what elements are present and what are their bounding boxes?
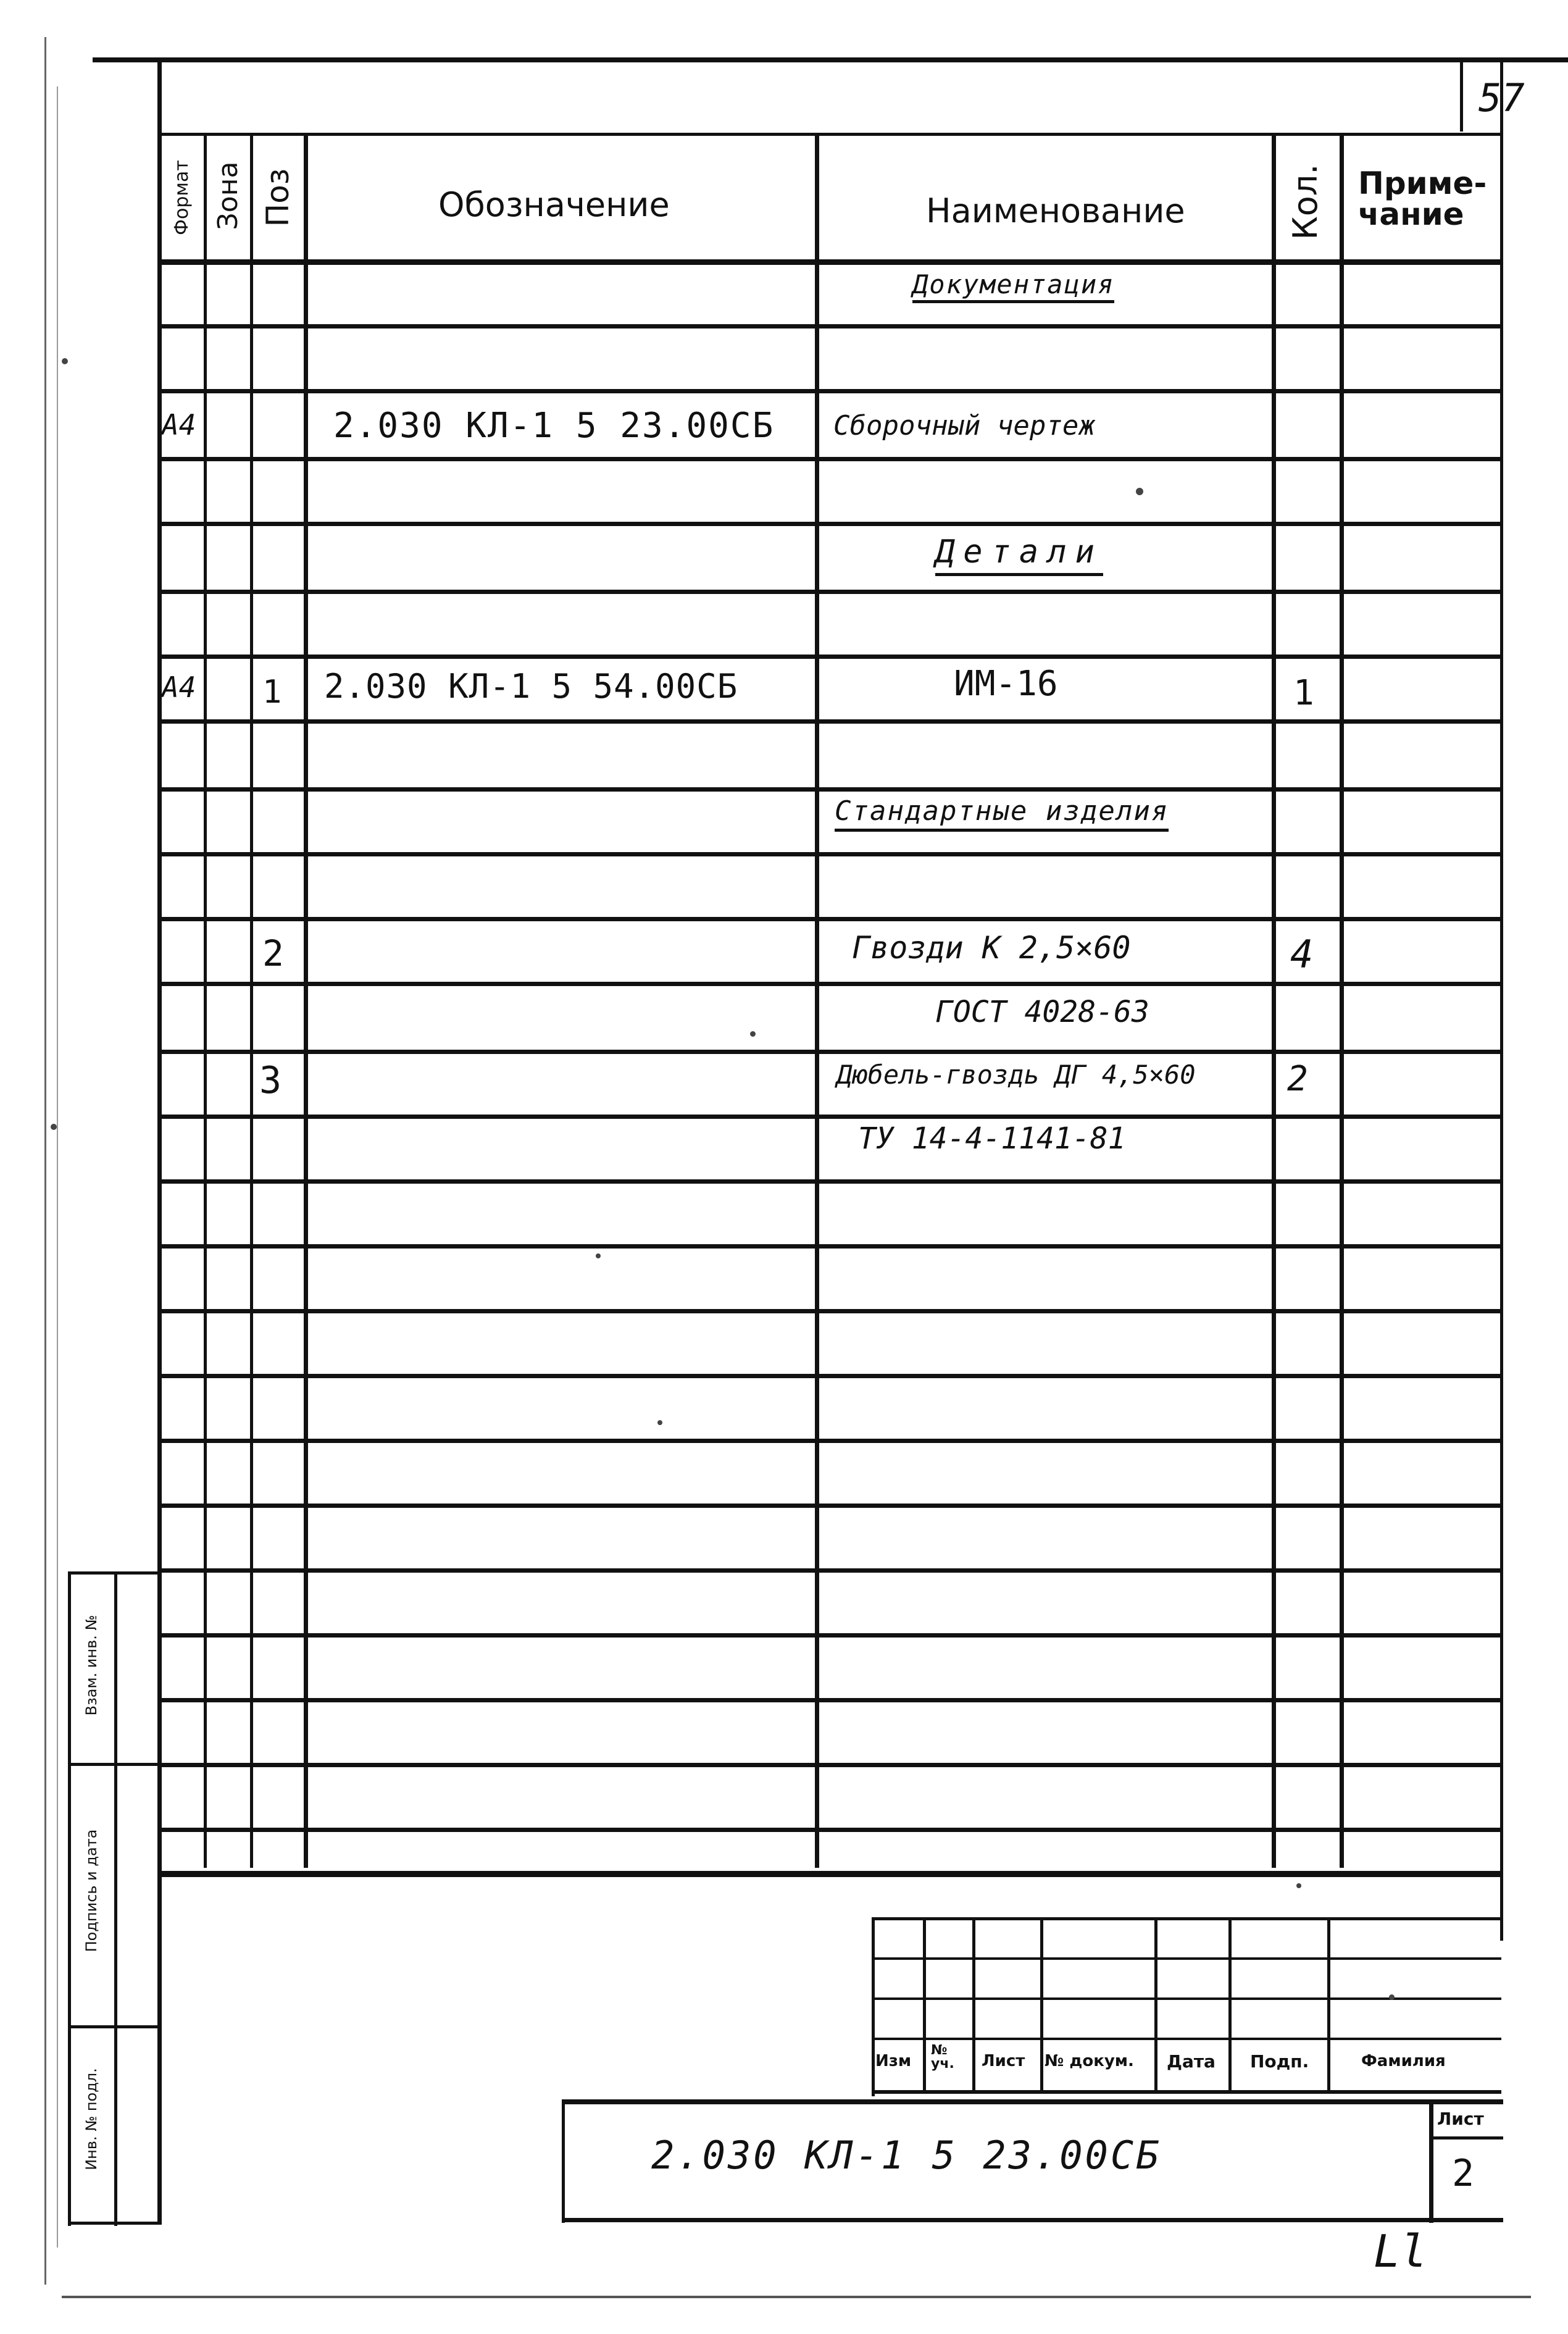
tb-col	[1154, 1917, 1157, 2093]
top-border	[93, 57, 1568, 62]
row-det-name: ИМ-16	[954, 664, 1058, 704]
row-doc-designation: 2.030 КЛ-1 5 23.00СБ	[333, 406, 775, 446]
row-std2-pos: 3	[259, 1059, 282, 1102]
footer-scribble: Ll	[1374, 2225, 1427, 2277]
row-line	[157, 1568, 1503, 1573]
side-label-inv: Инв. № подл.	[83, 2068, 100, 2170]
tb-col-ndok: № докум.	[1045, 2052, 1134, 2070]
scan-speck	[657, 1420, 662, 1425]
tb-col-list: Лист	[982, 2052, 1025, 2070]
side-strip-left	[68, 1571, 71, 2226]
tb-designation-left	[562, 2099, 565, 2223]
row-std1-qty: 4	[1290, 932, 1314, 977]
scan-speck	[1136, 488, 1143, 495]
scan-speck	[750, 1031, 756, 1037]
tb-col-izm: Изм	[875, 2052, 912, 2070]
row-line	[157, 655, 1503, 659]
row-line	[157, 1504, 1503, 1508]
tb-designation: 2.030 КЛ-1 5 23.00СБ	[651, 2133, 1162, 2178]
row-line	[157, 1763, 1503, 1767]
row-line	[157, 917, 1503, 921]
row-line	[157, 1244, 1503, 1249]
row-std2-name-line2: ТУ 14-4-1141-81	[858, 1121, 1126, 1156]
row-line	[157, 1179, 1503, 1184]
row-line	[157, 1309, 1503, 1313]
row-line	[157, 590, 1503, 594]
title-block-small-top	[872, 1917, 1501, 1920]
scan-speck	[51, 1124, 57, 1130]
tb-col-podp: Подп.	[1250, 2051, 1309, 2072]
section-documentation: Документация	[912, 272, 1114, 303]
row-line	[157, 1050, 1503, 1054]
tb-col	[1327, 1917, 1330, 2093]
scan-speck	[1296, 1883, 1301, 1888]
row-det-designation: 2.030 КЛ-1 5 54.00СБ	[324, 667, 738, 706]
header-zone: Зона	[212, 161, 244, 230]
tb-col	[972, 1917, 975, 2093]
row-line	[157, 522, 1503, 526]
tb-col-data: Дата	[1167, 2051, 1216, 2072]
row-det-qty: 1	[1293, 673, 1314, 713]
sheet-number: 57	[1478, 75, 1525, 120]
scan-speck	[1389, 1994, 1395, 2000]
row-std2-qty: 2	[1287, 1059, 1308, 1099]
side-strip-sep-2	[68, 2025, 159, 2028]
tb-designation-bottom	[562, 2218, 1503, 2222]
side-label-vzam: Взам. инв. №	[83, 1615, 100, 1716]
row-line	[157, 1374, 1503, 1378]
header-qty: Кол.	[1286, 164, 1325, 240]
row-doc-format: А4	[162, 408, 196, 441]
row-std2-name-line1: Дюбель-гвоздь ДГ 4,5×60	[836, 1060, 1196, 1090]
tb-col	[1228, 1917, 1232, 2093]
header-note: Приме- чание	[1358, 165, 1487, 232]
scan-edge-line-2	[57, 86, 58, 2248]
row-line	[157, 1115, 1503, 1119]
bottom-edge-line	[62, 2296, 1531, 2298]
row-line	[157, 1439, 1503, 1443]
header-format: Формат	[171, 160, 193, 235]
side-strip-mid	[114, 1571, 117, 2226]
row-line	[157, 324, 1503, 328]
title-block-row	[872, 1997, 1501, 2000]
side-strip-top	[68, 1571, 159, 1575]
tb-col-fam: Фамилия	[1361, 2052, 1446, 2070]
header-top-line	[157, 133, 1503, 136]
left-border	[157, 57, 162, 2225]
side-strip-sep-1	[68, 1763, 159, 1766]
header-designation: Обозначение	[438, 185, 670, 224]
section-details: Детали	[935, 536, 1103, 576]
title-block-top	[157, 1874, 1503, 1877]
scan-speck	[596, 1253, 601, 1258]
row-det-format: А4	[162, 671, 196, 704]
row-doc-name: Сборочный чертеж	[833, 410, 1095, 441]
row-line	[157, 457, 1503, 461]
title-block-left	[872, 1917, 875, 2096]
row-line	[157, 1633, 1503, 1638]
tb-list-sep	[1432, 2136, 1503, 2140]
row-line	[157, 982, 1503, 986]
row-line	[157, 1698, 1503, 1702]
tb-col-nuch: № уч.	[931, 2043, 954, 2072]
side-label-podpis: Подпись и дата	[83, 1829, 100, 1952]
row-line	[157, 787, 1503, 792]
tb-list-label: Лист	[1437, 2109, 1484, 2129]
side-strip-bottom	[68, 2222, 159, 2225]
title-block-row	[872, 2038, 1501, 2040]
tb-col	[923, 1917, 926, 2093]
row-line	[157, 389, 1503, 393]
tb-col	[1040, 1917, 1043, 2093]
row-std1-name-line2: ГОСТ 4028-63	[935, 995, 1149, 1029]
row-std1-pos: 2	[262, 932, 284, 974]
title-block-row	[872, 1957, 1501, 1960]
row-line	[157, 719, 1503, 724]
header-name: Наименование	[926, 191, 1185, 230]
section-standard: Стандартные изделия	[835, 798, 1169, 832]
sheet-number-box-left	[1460, 57, 1463, 132]
scan-speck	[62, 358, 68, 364]
row-std1-name-line1: Гвозди К 2,5×60	[852, 930, 1131, 966]
scan-edge-line	[44, 37, 46, 2285]
header-bottom-line	[157, 259, 1503, 265]
tb-list-left	[1429, 2099, 1433, 2223]
row-line	[157, 852, 1503, 856]
right-border	[1500, 57, 1503, 1941]
tb-list-value: 2	[1452, 2152, 1475, 2195]
header-pos: Поз	[260, 168, 296, 227]
row-line	[157, 1828, 1503, 1832]
row-det-pos: 1	[262, 674, 282, 711]
tb-designation-top	[562, 2099, 1503, 2104]
title-block-header-line	[872, 2090, 1501, 2094]
